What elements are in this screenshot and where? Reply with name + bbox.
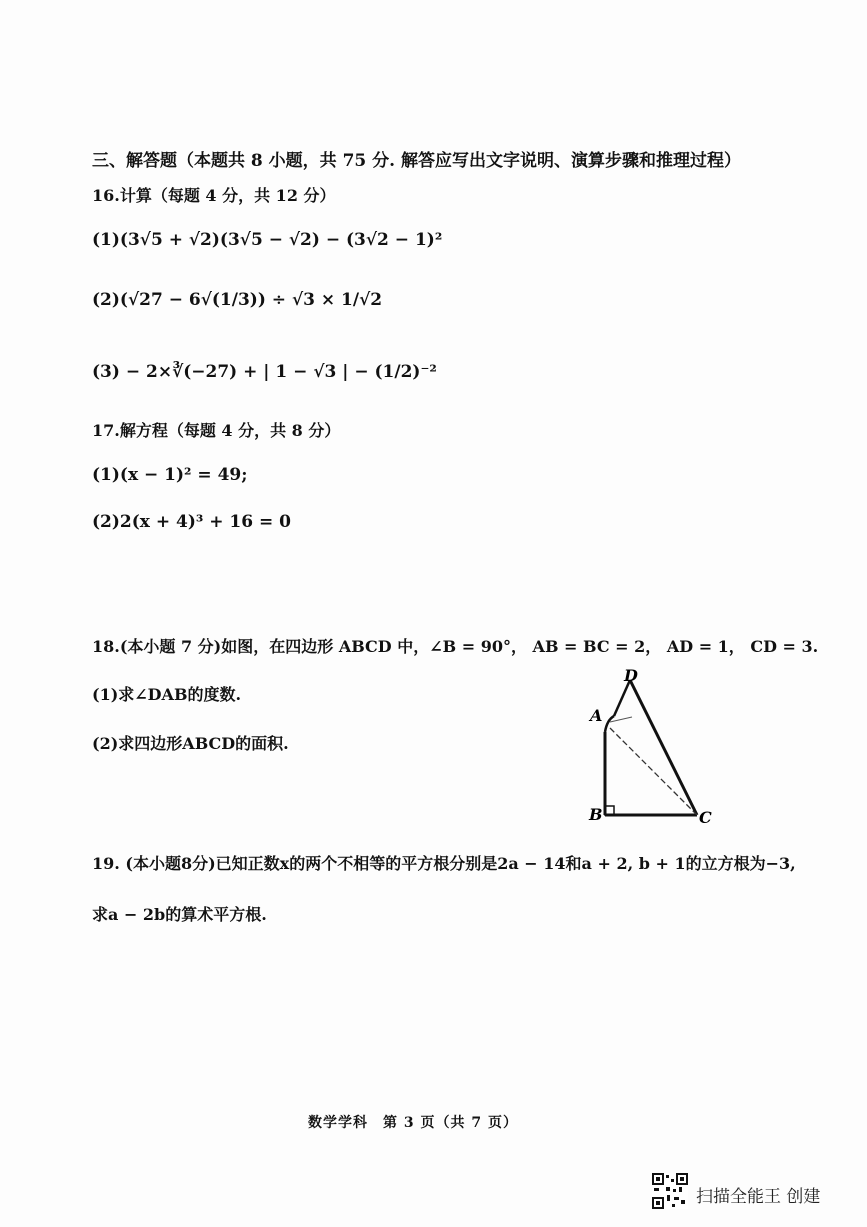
label-a: A — [590, 706, 603, 725]
q18-title: 18.(本小题 7 分)如图，在四边形 ABCD 中，∠B = 90°， AB = BC = 2， AD = 1， CD = 3. — [92, 637, 819, 656]
q16-item-1: (1)(3√5 + √2)(3√5 − √2) − (3√2 − 1)² — [92, 230, 443, 250]
q16-title: 16.计算（每题 4 分，共 12 分） — [92, 186, 336, 205]
label-b: B — [589, 805, 603, 824]
quadrilateral-figure — [580, 660, 730, 830]
q18-item-2: (2)求四边形ABCD的面积. — [92, 734, 289, 753]
q16-item-3: (3) − 2×∛(−27) + | 1 − √3 | − (1/2)⁻² — [92, 362, 437, 382]
label-c: C — [699, 808, 712, 827]
q16-item-2: (2)(√27 − 6√(1/3)) ÷ √3 × 1/√2 — [92, 290, 383, 310]
q19-line-1: 19. (本小题8分)已知正数x的两个不相等的平方根分别是2a − 14和a + 2, b + 1的立方根为−3, — [92, 854, 796, 873]
q18-item-1: (1)求∠DAB的度数. — [92, 685, 242, 704]
q17-item-2: (2)2(x + 4)³ + 16 = 0 — [92, 512, 291, 532]
segment-dc — [630, 680, 697, 815]
section-title: 三、解答题（本题共 8 小题，共 75 分. 解答应写出文字说明、演算步骤和推理过程） — [92, 151, 741, 171]
q17-title: 17.解方程（每题 4 分，共 8 分） — [92, 421, 341, 440]
segment-ad-upper — [614, 680, 630, 716]
label-d: D — [624, 666, 638, 685]
q19-line-2: 求a − 2b的算术平方根. — [92, 905, 267, 924]
diagonal-ac — [610, 728, 697, 815]
q17-item-1: (1)(x − 1)² = 49; — [92, 465, 248, 485]
page-footer: 数学学科 第 3 页（共 7 页） — [308, 1115, 518, 1131]
qr-code-icon — [652, 1173, 688, 1209]
segment-ad — [605, 716, 614, 732]
watermark-label: 扫描全能王 创建 — [696, 1187, 821, 1207]
